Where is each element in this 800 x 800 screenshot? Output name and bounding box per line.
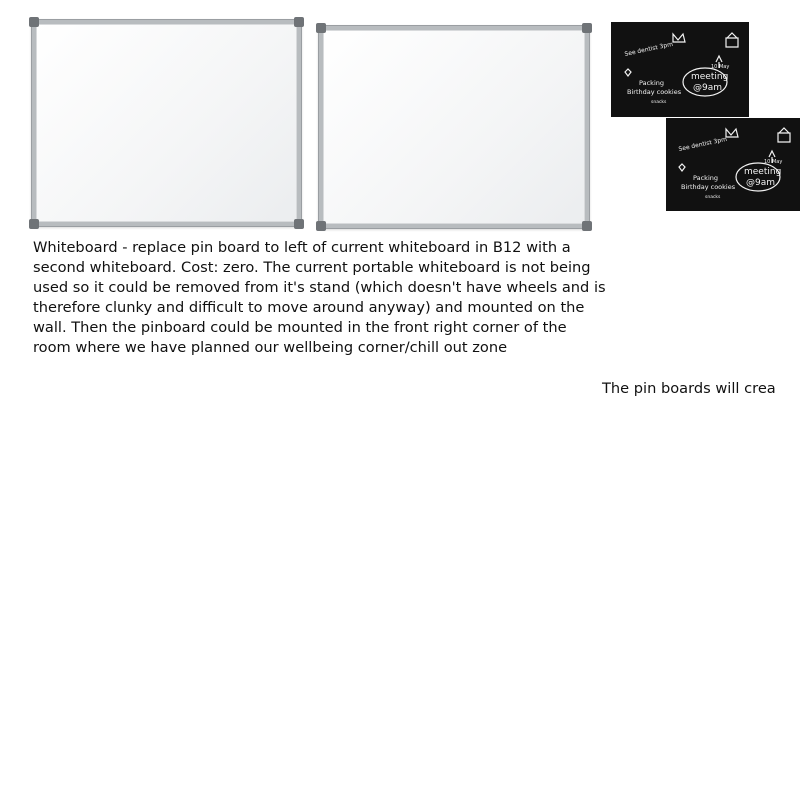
chalk-text: meeting [691,72,729,82]
chalk-text: See dentist 3pm [677,135,728,153]
chalkboard-drawing [666,118,800,211]
chalk-text: Packing [639,79,665,87]
frame-corner [316,221,326,231]
chalk-text: @9am [746,178,776,188]
chalk-text: 10 May [711,64,730,70]
chalk-text: 10 May [764,159,783,165]
chalk-text: See dentist 3pm [623,40,674,58]
frame-corner [294,17,304,27]
chalk-text: Packing [693,174,719,182]
chalkboard-drawing [611,22,749,117]
frame-corner [316,23,326,33]
chalk-text: Birthday cookies [627,88,682,96]
chalk-text: snacks [651,100,667,105]
whiteboard-image-right [318,25,590,229]
frame-corner [582,23,592,33]
chalkboard-image-top [611,22,749,117]
chalkboard-image-bottom [666,118,800,211]
frame-corner [582,221,592,231]
whiteboard-proposal-text: Whiteboard - replace pin board to left of current whiteboard in B12 with a second whiteboard. Cost: zero. The current portable whiteboard is not being used so it could be removed from it's stand (which doesn't have wheels and is therefore clunky and difficult to move around anyway) and mounted on the wall. Then the pinboard could be mounted in the front right corner of the room where we have planned our wellbeing corner/chill out zone [33,239,606,356]
frame-corner [29,17,39,27]
chalk-text: @9am [693,83,723,93]
chalk-text: meeting [744,167,782,177]
pin-boards-note: The pin boards will crea [602,380,776,397]
chalk-text: snacks [705,195,721,200]
whiteboard-image-left [31,19,302,227]
chalk-text: Birthday cookies [681,183,736,191]
frame-corner [294,219,304,229]
frame-corner [29,219,39,229]
